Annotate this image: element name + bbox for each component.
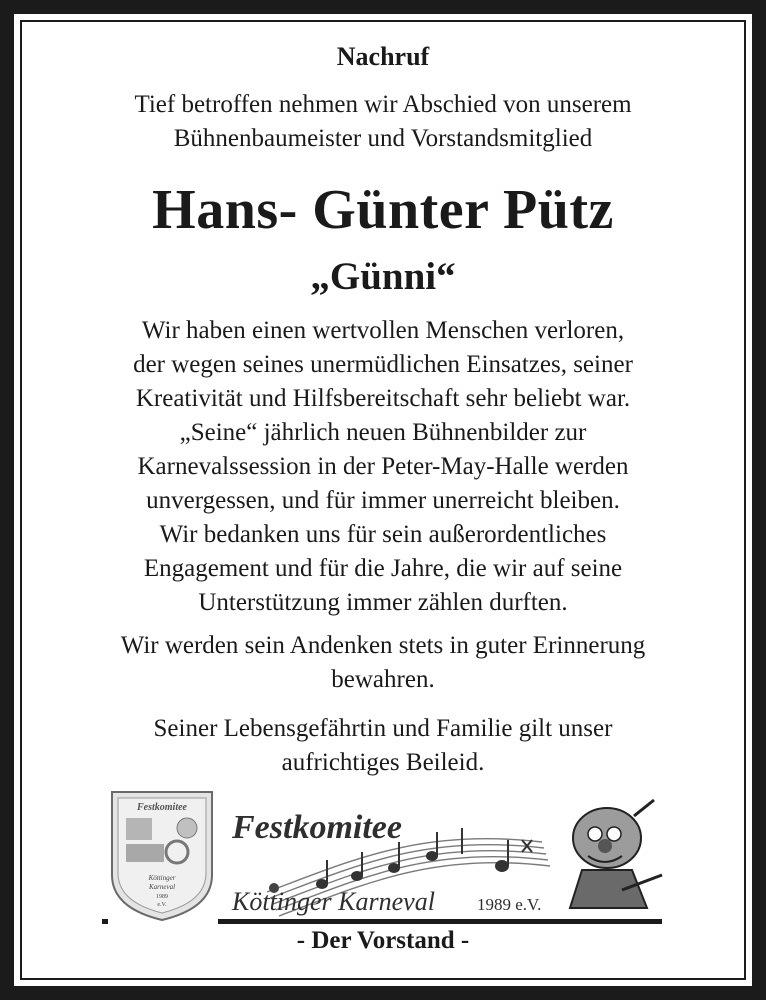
deceased-name: Hans- Günter Pütz <box>152 179 614 241</box>
tribute-line: Karnevalssession in der Peter-May-Halle werden <box>137 453 629 480</box>
obituary-notice <box>22 22 744 978</box>
shield-text-line: Karneval <box>148 883 176 891</box>
condolence-text <box>22 712 744 780</box>
banner-subtitle: Köttinger Karneval <box>232 887 435 916</box>
intro-line: Tief betroffen nehmen wir Abschied von unserem <box>134 91 632 118</box>
tribute-line: unvergessen, und für immer unerreicht bleiben. <box>146 487 620 514</box>
intro-text <box>22 88 744 156</box>
clown-mascot-icon <box>570 800 662 908</box>
shield-flower-icon <box>177 818 197 838</box>
tribute-line: Wir haben einen wertvollen Menschen verloren, <box>141 317 625 344</box>
shield-title: Festkomitee <box>137 802 187 813</box>
tribute-text <box>22 314 744 620</box>
signature: - Der Vorstand - <box>296 927 470 954</box>
remembrance-text <box>22 629 744 697</box>
shield-text-line: 1989 <box>156 894 168 900</box>
tribute-line: der wegen seines unermüdlichen Einsatzes, seiner <box>133 351 633 378</box>
tribute-line: Kreativität und Hilfsbereitschaft sehr beliebt war. <box>135 385 631 412</box>
tribute-line: Wir bedanken uns für sein außerordentliches <box>159 521 607 548</box>
shield-cart-icon <box>126 844 164 862</box>
shield-tools-icon <box>126 818 152 840</box>
tribute-line: „Seine“ jährlich neuen Bühnenbilder zur <box>179 419 587 446</box>
notice-heading: Nachruf <box>336 42 430 71</box>
shield-text-line: Köttinger <box>148 874 176 882</box>
tribute-line: Unterstützung immer zählen durften. <box>198 589 568 616</box>
tribute-line: Engagement und für die Jahre, die wir auf seine <box>143 555 623 582</box>
condolence-line: aufrichtiges Beileid. <box>281 749 485 776</box>
deceased-nickname: „Günni“ <box>310 255 456 298</box>
shield-text-line: e.V. <box>157 902 167 908</box>
remembrance-line: bewahren. <box>331 666 435 693</box>
underline-rule <box>218 919 662 924</box>
festkomitee-logo-graphic <box>22 780 744 925</box>
condolence-line: Seiner Lebensgefährtin und Familie gilt unser <box>153 715 613 742</box>
banner-title: Festkomitee <box>232 809 402 846</box>
club-shield-icon <box>112 792 212 920</box>
festkomitee-logo <box>22 780 744 925</box>
remembrance-line: Wir werden sein Andenken stets in guter Erinnerung <box>120 632 646 659</box>
underline-left-mark <box>102 919 108 924</box>
intro-line: Bühnenbaumeister und Vorstandsmitglied <box>173 125 593 152</box>
banner-year: 1989 e.V. <box>477 895 542 914</box>
